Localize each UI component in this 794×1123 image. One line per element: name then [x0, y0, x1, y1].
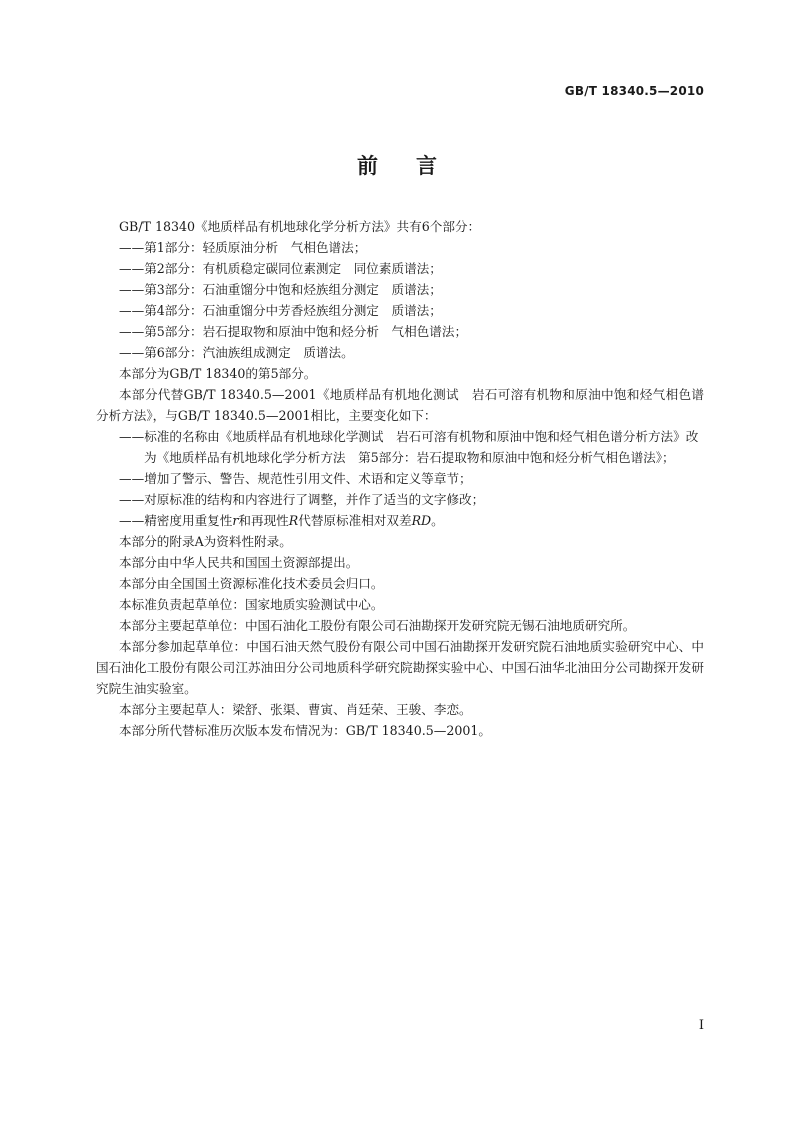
precision-text-c: 代替原标准相对双差: [298, 513, 412, 528]
precision-text-d: 。: [431, 513, 444, 528]
page-title: [0, 150, 794, 180]
main-drafting-unit-paragraph: 本部分主要起草单位：中国石油化工股份有限公司石油勘探开发研究院无锡石油地质研究所。: [119, 618, 636, 633]
change-list-item: ——标准的名称由《地质样品有机地球化学测试 岩石可溶有机物和原油中饱和烃气相色谱分析方法》改为《地质样品有机地球化学分析方法 第5部分：岩石提取物和原油中饱和烃分析气相色谱法》；: [119, 429, 699, 465]
title-char-2: 言: [416, 154, 437, 178]
part-list-item: ——第1部分：轻质原油分析 气相色谱法；: [119, 240, 367, 255]
history-paragraph: 本部分所代替标准历次版本发布情况为：GB/T 18340.5—2001。: [119, 723, 491, 738]
participating-units-paragraph: 本部分参加起草单位：中国石油天然气股份有限公司中国石油勘探开发研究院石油地质实验研究中心、中国石油化工股份有限公司江苏油田分公司地质科学研究院勘探实验中心、中国石油华北油田分公司勘探开发研究院生油实验室。: [96, 639, 704, 696]
drafters-paragraph: 本部分主要起草人：梁舒、张渠、曹寅、肖廷荣、王骏、李恋。: [119, 702, 472, 717]
responsible-paragraph: 本标准负责起草单位：国家地质实验测试中心。: [119, 597, 384, 612]
proposed-paragraph: 本部分由中华人民共和国国土资源部提出。: [119, 555, 359, 570]
precision-text-b: 和再现性: [238, 513, 289, 528]
symbol-RD: RD: [411, 513, 432, 528]
centralized-paragraph: 本部分由全国国土资源标准化技术委员会归口。: [119, 576, 384, 591]
annex-paragraph: 本部分的附录A为资料性附录。: [119, 534, 292, 549]
standard-code: GB/T 18340.5—2010: [564, 84, 704, 98]
part-list-item: ——第5部分：岩石提取物和原油中饱和烃分析 气相色谱法；: [119, 324, 468, 339]
part-list-item: ——第6部分：汽油族组成测定 质谱法。: [119, 345, 354, 360]
page-number: I: [698, 1018, 704, 1033]
part-list-item: ——第4部分：石油重馏分中芳香烃族组分测定 质谱法；: [119, 303, 442, 318]
symbol-R: R: [288, 513, 299, 528]
intro-paragraph: GB/T 18340《地质样品有机地球化学分析方法》共有6个部分：: [119, 219, 481, 234]
change-list-item: ——对原标准的结构和内容进行了调整，并作了适当的文字修改；: [119, 492, 485, 507]
part-list-item: ——第2部分：有机质稳定碳同位素测定 同位素质谱法；: [119, 261, 442, 276]
change-list-item: ——增加了警示、警告、规范性引用文件、术语和定义等章节；: [119, 471, 472, 486]
symbol-r: r: [232, 513, 239, 528]
precision-text-a: ——精密度用重复性: [119, 513, 233, 528]
document-body: [96, 216, 704, 741]
part-list-item: ——第3部分：石油重馏分中饱和烃族组分测定 质谱法；: [119, 282, 442, 297]
title-char-1: 前: [357, 154, 378, 178]
change-list-item-precision: [96, 510, 704, 531]
replaces-paragraph: 本部分代替GB/T 18340.5—2001《地质样品有机地化测试 岩石可溶有机物和原油中饱和烃气相色谱分析方法》，与GB/T 18340.5—2001相比，主要变化如下：: [96, 387, 704, 423]
this-part-paragraph: 本部分为GB/T 18340的第5部分。: [119, 366, 317, 381]
